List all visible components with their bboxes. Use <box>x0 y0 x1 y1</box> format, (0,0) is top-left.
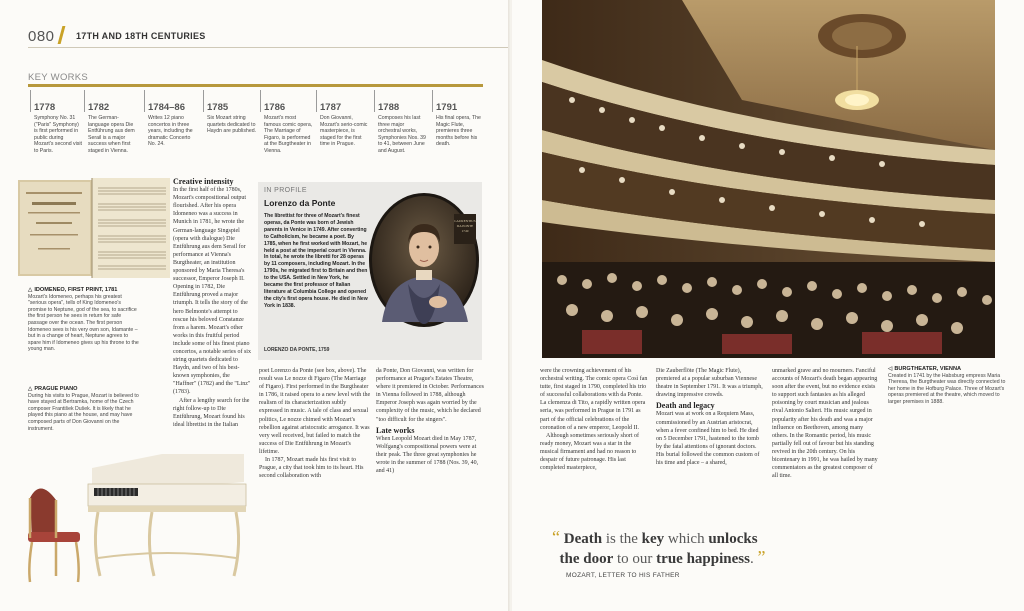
timeline-tick <box>432 90 433 112</box>
timeline-tick <box>30 90 31 112</box>
body-column-death <box>656 367 764 467</box>
magic-flute-text: Die Zauberflöte (The Magic Flute), premiered at a popular suburban Viennese theatre in September 1791. It was a triumph, drawing impressive crowds. <box>656 368 763 399</box>
key-work-text: Symphony No. 31 ("Paris" Symphony) is first performed in public during Mozart's second visit to Paris. <box>34 115 82 154</box>
portrait-inscription-line1: LAURENTIUS <box>454 219 476 223</box>
piano-caption-text: During his visits to Prague, Mozart is believed to have stayed at Bertramka, home of the Czech composer František Dušek. It is likely that he played this piano at the house, and may have composed parts of Don Giovanni on the instrument. <box>28 392 139 432</box>
key-work-year: 1788 <box>378 102 400 113</box>
quote-source: MOZART, LETTER TO HIS FATHER <box>566 572 680 579</box>
creative-text-2: After a lengthy search for the right follow-up to Die Entführung, Mozart found his ideal librettist in the Italian <box>173 397 250 428</box>
piano-caption: △ PRAGUE PIANO During his visits to Prague, Mozart is believed to have stayed at Bertramka, home of the Czech composer František Dušek. It is likely that he played this piano at the house, and may have composed parts of Don Giovanni on the instrument. <box>28 386 139 432</box>
body-column-figaro <box>259 367 371 480</box>
key-work-text: Composes his last three major orchestral works, Symphonies Nos. 39 to 41, between June and August. <box>378 115 426 154</box>
profile-label: IN PROFILE <box>264 187 307 194</box>
theatre-caption: ◁ BURGTHEATER, VIENNA Created in 1741 by the Habsburg empress Maria Theresa, the Burgtheater was directly connected to her home in the Hofburg Palace. Three of Mozart's operas premiered at the theatre, which moved to larger premises in 1888. <box>888 366 1006 405</box>
creative-text: In the first half of the 1780s, Mozart's compositional output flourished. After his opera Idomeneo was a success in Munich in 1781, he wrote the German-language Singspiel (opera with dialogue) Die Entführung aus dem Serail for performance at Vienna's Burgtheater, an institution sponsored by Maria Theresa's successor, Emperor Joseph II. Opening in 1782, Die Entführung proved a major triumph. It tells the story of the hero Belmonte's attempt to rescue his beloved Constanze from a harem. Mozart's other works in this fruitful period include some of his finest piano concertos, a notable series of six string quartets dedicated to Haydn, and two of his best-known symphonies, the "Haffner" (1782) and the "Linz" (1783). <box>173 187 251 396</box>
header-accent-slash <box>58 26 66 44</box>
key-work-text: Don Giovanni, Mozart's serio-comic masterpiece, is staged for the first time in Prague. <box>320 115 368 148</box>
clemenza-text-2: Although sometimes seriously short of ready money, Mozart was a star in the musical firmament and had no reason to despair of future patronage. His last completed masterpiece, <box>540 432 639 472</box>
profile-name: Lorenzo da Ponte <box>264 198 336 208</box>
death-heading: Death and legacy <box>656 401 715 411</box>
quote-word-key: key <box>641 531 665 547</box>
right-page <box>512 0 1024 611</box>
body-column-giovanni <box>376 367 486 475</box>
portrait-inscription-line2: DA PONTE <box>456 224 474 228</box>
quote-word-to-our: to our <box>617 551 653 567</box>
left-page <box>0 0 510 611</box>
key-work-year: 1784–86 <box>148 102 185 113</box>
key-works-rule <box>28 84 483 87</box>
page-number: 080 <box>28 28 55 45</box>
key-work-text: The German-language opera Die Entführung aus dem Serail is a major success when first staged in Vienna. <box>88 115 135 154</box>
piano-caption-title: PRAGUE PIANO <box>34 386 78 392</box>
body-column-legacy <box>772 367 880 480</box>
close-quote-mark: ” <box>757 547 766 567</box>
figaro-text-2: In 1787, Mozart made his first visit to Prague, a city that took him to its heart. His second collaboration with <box>259 457 364 480</box>
chapter-title: 17TH AND 18TH CENTURIES <box>76 31 206 41</box>
profile-caption: LORENZO DA PONTE, 1759 <box>264 347 330 353</box>
in-profile-box <box>258 182 482 360</box>
timeline-tick <box>316 90 317 112</box>
theatre-caption-title: BURGTHEATER, VIENNA <box>894 366 962 372</box>
timeline-tick <box>374 90 375 112</box>
late-works-heading: Late works <box>376 425 415 435</box>
key-work-text: Writes 12 piano concertos in three years, including the dramatic Concerto No. 24. <box>148 115 193 148</box>
quote-word-death: Death <box>563 531 603 547</box>
da-ponte-portrait <box>368 192 480 328</box>
timeline-tick <box>203 90 204 112</box>
giovanni-text: da Ponte, Don Giovanni, was written for performance at Prague's Estates Theatre, where it premiered in October. Performances in Vienna followed in 1788, although Emperor Joseph was again worried by the complexity of the music, which he declared "too difficult for the singers". <box>376 368 484 423</box>
quote-word-true-happiness: true happiness <box>656 551 750 567</box>
key-works-title: KEY WORKS <box>28 72 89 83</box>
prague-piano-image <box>22 448 250 586</box>
burgtheater-painting <box>542 0 995 358</box>
profile-text: The librettist for three of Mozart's finest operas, da Ponte was born of Jewish parents in Venice in 1749. After converting to Catholicism, he became a poet. By 1785, when he first worked with Mozart, he held a post at the imperial court in Vienna. In total, he wrote the libretti for 28 operas by 11 composers, including Mozart. In the 1790s, he migrated first to Britain and then to the USA. Settled in New York, he became the first professor of Italian literature at Columbia College and opened the city's first opera house. He died in New York in 1838. <box>264 213 368 309</box>
quote-word-is-the: is the <box>605 531 638 547</box>
key-work-year: 1791 <box>436 102 458 113</box>
death-text: Mozart was at work on a Requiem Mass, commissioned by an Austrian aristocrat, when a fever confined him to bed. He died on 5 December 1791, hastened to the tomb by the fatal attentions of ignorant doctors. His burial followed the common custom of his time and place – a shared, <box>656 411 760 467</box>
clemenza-text: were the crowning achievement of his orchestral writing. The comic opera Così fan tutte, first staged in 1790, completed his trio of successful collaborations with da Ponte. La clemenza di Tito, a rapidly written opera seria, was performed in Prague in 1791 as part of the official celebrations of the coronation of a new emperor, Leopold II. <box>540 368 648 431</box>
idomeneo-caption-text: Mozart's Idomeneo, perhaps his greatest "serious opera", tells of King Idomeneo's promise to Neptune, god of the sea, to sacrifice the first person he sees in return for safe passage over the ocean. The first person Idomeneo sees is his very own son, Idamante – but in a change of heart, Neptune agrees to spare him if Idomeneo gives up his throne to the young man. <box>28 293 139 353</box>
body-column-creative <box>173 178 253 429</box>
idomeneo-score-image <box>18 178 170 278</box>
body-column-clemenza <box>540 367 648 472</box>
open-quote-mark: “ <box>552 527 560 547</box>
key-work-year: 1787 <box>320 102 342 113</box>
figaro-text: poet Lorenzo da Ponte (see box, above). The result was Le nozze di Figaro (The Marriage of Figaro). First performed in the Burgtheater in 1786, it raised opera to a new level with the realism of its characterization subtly expressed in music. A tale of class and sexual politics, Le nozze chimed with Mozart's rebellion against aristocratic arrogance. It was very well received, but failed to match the success of Die Entführung in Mozart's lifetime. <box>259 368 371 455</box>
quote-period: . <box>749 551 754 567</box>
creative-heading: Creative intensity <box>173 177 234 186</box>
quote-word-the-door: the door <box>559 551 614 567</box>
key-work-text: His final opera, The Magic Flute, premieres three months before his death. <box>436 115 481 148</box>
timeline-tick <box>84 90 85 112</box>
key-work-text: Six Mozart string quartets dedicated to Haydn are published. <box>207 115 257 135</box>
key-work-year: 1778 <box>34 102 56 113</box>
timeline-tick <box>144 90 145 112</box>
idomeneo-caption: △ IDOMENEO, FIRST PRINT, 1781 Mozart's Idomeneo, perhaps his greatest "serious opera", tells of King Idomeneo's promise to Neptune, god of the sea, to sacrifice the first person he sees in return for safe passage over the ocean. The first person Idomeneo sees is his very own son, Idamante – but in a change of heart, Neptune agrees to spare him if Idomeneo gives up his throne to the young man. <box>28 287 139 353</box>
key-work-year: 1785 <box>207 102 229 113</box>
quote-word-which: which <box>667 531 705 547</box>
key-work-year: 1786 <box>264 102 286 113</box>
timeline-tick <box>260 90 261 112</box>
late-works-text: When Leopold Mozart died in May 1787, Wolfgang's compositional powers were at their peak. The three great symphonies he wrote in the summer of 1788 (Nos. 39, 40, and 41) <box>376 435 479 475</box>
pull-quote-text <box>552 528 852 568</box>
quote-word-unlocks: unlocks <box>708 531 758 547</box>
idomeneo-caption-title: IDOMENEO, FIRST PRINT, 1781 <box>34 287 118 293</box>
key-work-text: Mozart's most famous comic opera, The Marriage of Figaro, is performed at the Burgtheater in Vienna. <box>264 115 313 154</box>
legacy-text: unmarked grave and no mourners. Fanciful accounts of Mozart's death began appearing soon after the event, but no evidence exists to support such fantasies as his alleged poisoning by court musician and jealous rival Antonio Salieri. His music surged in popularity after his death and was a major influence on Beethoven, among many others. In the Romantic period, his music partially fell out of favour but his standing revived in the 20th century. On his bicentenary in 1991, he was hailed by many commentators as the greatest composer of all time. <box>772 368 878 480</box>
theatre-caption-text: Created in 1741 by the Habsburg empress Maria Theresa, the Burgtheater was directly connected to her home in the Hofburg Palace. Three of Mozart's operas premiered at the theatre, which moved to larger premises in 1888. <box>888 372 1006 405</box>
portrait-inscription-line3: 1749 <box>461 229 469 233</box>
header-rule <box>28 47 510 48</box>
pull-quote <box>552 528 852 579</box>
key-work-year: 1782 <box>88 102 110 113</box>
